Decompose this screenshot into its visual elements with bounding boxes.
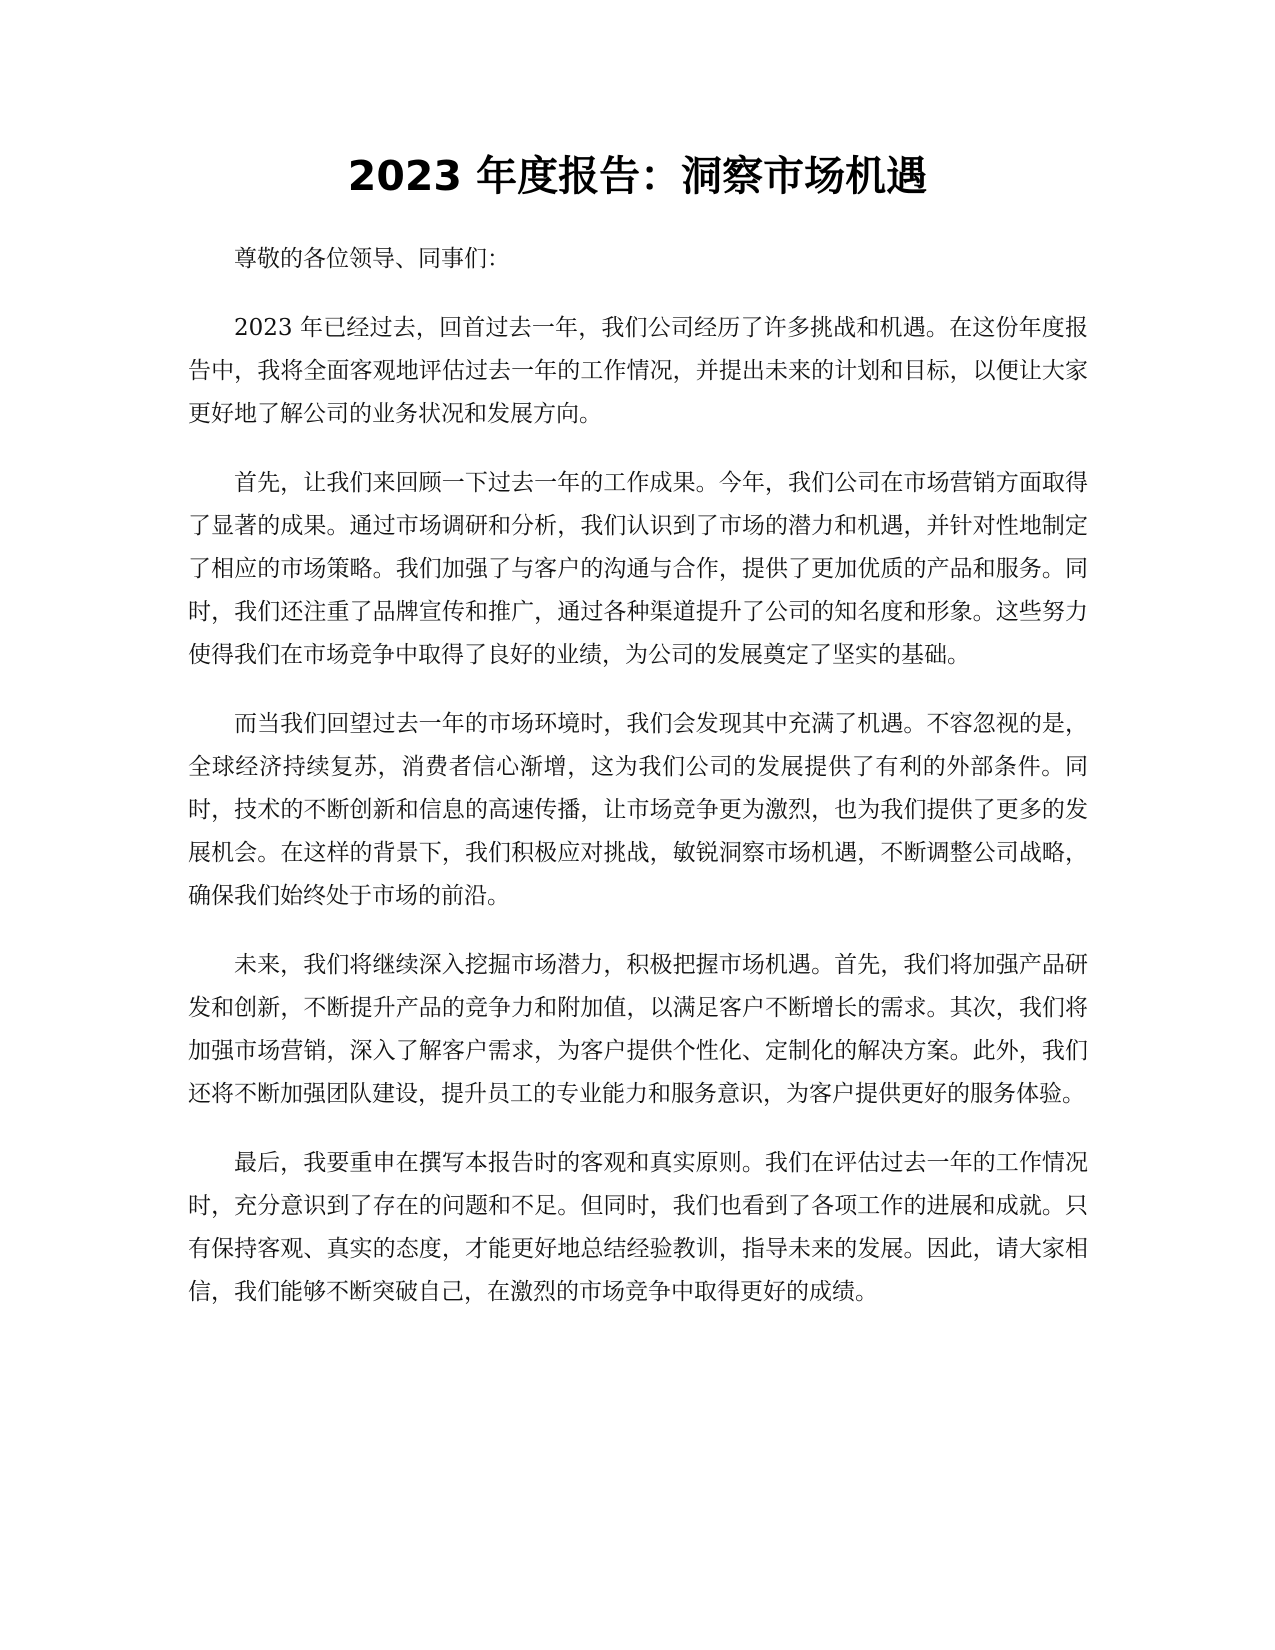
- market-environment-paragraph: 而当我们回望过去一年的市场环境时，我们会发现其中充满了机遇。不容忽视的是，全球经济持续复苏，消费者信心渐增，这为我们公司的发展提供了有利的外部条件。同时，技术的不断创新和信息的高速传播，让市场竞争更为激烈，也为我们提供了更多的发展机会。在这样的背景下，我们积极应对挑战，敏锐洞察市场机遇，不断调整公司战略，确保我们始终处于市场的前沿。: [188, 711, 1088, 909]
- closing-paragraph: 最后，我要重申在撰写本报告时的客观和真实原则。我们在评估过去一年的工作情况时，充分意识到了存在的问题和不足。但同时，我们也看到了各项工作的进展和成就。只有保持客观、真实的态度，才能更好地总结经验教训，指导未来的发展。因此，请大家相信，我们能够不断突破自己，在激烈的市场竞争中取得更好的成绩。: [188, 1150, 1088, 1305]
- achievements-paragraph: 首先，让我们来回顾一下过去一年的工作成果。今年，我们公司在市场营销方面取得了显著的成果。通过市场调研和分析，我们认识到了市场的潜力和机遇，并针对性地制定了相应的市场策略。我们加强了与客户的沟通与合作，提供了更加优质的产品和服务。同时，我们还注重了品牌宣传和推广，通过各种渠道提升了公司的知名度和形象。这些努力使得我们在市场竞争中取得了良好的业绩，为公司的发展奠定了坚实的基础。: [188, 470, 1088, 668]
- intro-paragraph: 2023 年已经过去，回首过去一年，我们公司经历了许多挑战和机遇。在这份年度报告中，我将全面客观地评估过去一年的工作情况，并提出未来的计划和目标，以便让大家更好地了解公司的业务状况和发展方向。: [188, 315, 1088, 427]
- page-title: 2023 年度报告：洞察市场机遇: [347, 152, 928, 200]
- salutation-paragraph: 尊敬的各位领导、同事们：: [234, 246, 510, 272]
- future-plans-paragraph: 未来，我们将继续深入挖掘市场潜力，积极把握市场机遇。首先，我们将加强产品研发和创新，不断提升产品的竞争力和附加值，以满足客户不断增长的需求。其次，我们将加强市场营销，深入了解客户需求，为客户提供个性化、定制化的解决方案。此外，我们还将不断加强团队建设，提升员工的专业能力和服务意识，为客户提供更好的服务体验。: [188, 952, 1088, 1107]
- document-body: [188, 238, 1088, 1340]
